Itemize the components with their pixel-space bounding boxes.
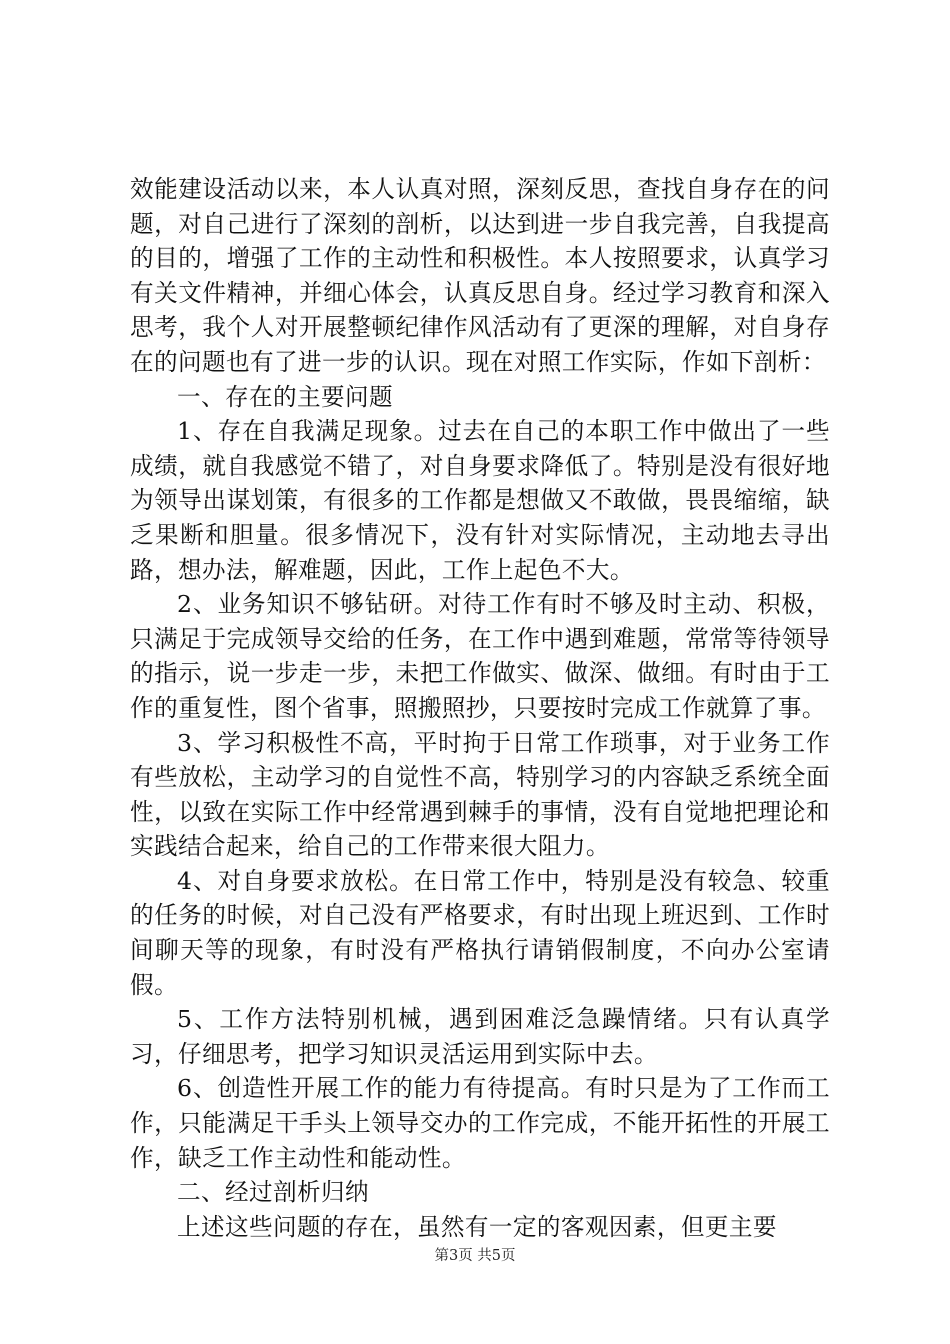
page-footer: 第3页 共5页 bbox=[434, 1248, 516, 1264]
problem-item-5: 5、工作方法特别机械，遇到困难泛急躁情绪。只有认真学习，仔细思考，把学习知识灵活运用到实际中去。 bbox=[130, 1005, 830, 1068]
closing-paragraph: 上述这些问题的存在，虽然有一定的客观因素，但更主要 bbox=[177, 1212, 777, 1241]
problem-item-1: 1、存在自我满足现象。过去在自己的本职工作中做出了一些成绩，就自我感觉不错了，对自身要求降低了。特别是没有很好地为领导出谋划策，有很多的工作都是想做又不敢做，畏畏缩缩，缺乏果断和胆量。很多情况下，没有针对实际情况，主动地去寻出路，想办法，解难题，因此，工作上起色不大。 bbox=[130, 417, 830, 584]
document-body bbox=[130, 172, 830, 1244]
section-heading-analysis: 二、经过剖析归纳 bbox=[177, 1178, 369, 1207]
problem-item-3: 3、学习积极性不高，平时拘于日常工作琐事，对于业务工作有些放松，主动学习的自觉性不高，特别学习的内容缺乏系统全面性，以致在实际工作中经常遇到棘手的事情，没有自觉地把理论和实践结合起来，给自己的工作带来很大阻力。 bbox=[130, 728, 830, 861]
problem-item-4: 4、对自身要求放松。在日常工作中，特别是没有较急、较重的任务的时候，对自己没有严格要求，有时出现上班迟到、工作时间聊天等的现象，有时没有严格执行请销假制度，不向办公室请假。 bbox=[130, 866, 830, 999]
problem-item-2: 2、业务知识不够钻研。对待工作有时不够及时主动、积极，只满足于完成领导交给的任务，在工作中遇到难题，常常等待领导的指示，说一步走一步，未把工作做实、做深、做细。有时由于工作的重复性，图个省事，照搬照抄，只要按时完成工作就算了事。 bbox=[130, 590, 830, 722]
section-heading-problems: 一、存在的主要问题 bbox=[177, 382, 393, 411]
problem-item-6: 6、创造性开展工作的能力有待提高。有时只是为了工作而工作，只能满足干手头上领导交办的工作完成，不能开拓性的开展工作，缺乏工作主动性和能动性。 bbox=[130, 1074, 830, 1172]
intro-paragraph: 效能建设活动以来，本人认真对照，深刻反思，查找自身存在的问题，对自己进行了深刻的剖析，以达到进一步自我完善，自我提高的目的，增强了工作的主动性和积极性。本人按照要求，认真学习有关文件精神，并细心体会，认真反思自身。经过学习教育和深入思考，我个人对开展整顿纪律作风活动有了更深的理解，对自身存在的问题也有了进一步的认识。现在对照工作实际，作如下剖析： bbox=[130, 175, 830, 376]
